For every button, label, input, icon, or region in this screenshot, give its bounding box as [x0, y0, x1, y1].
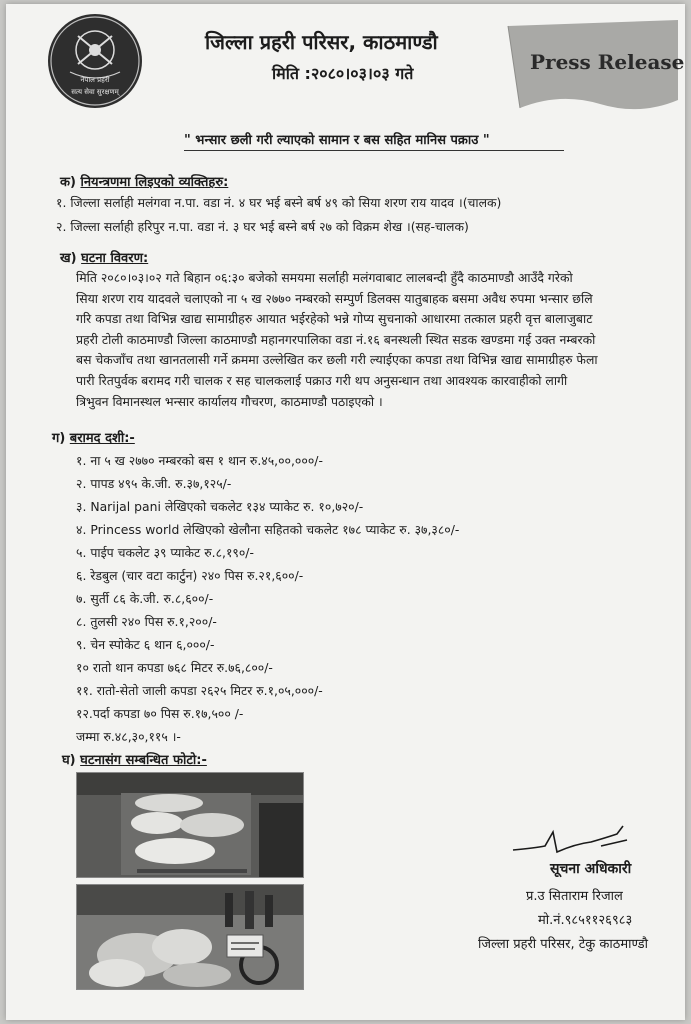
signatory-role: सूचना अधिकारी	[550, 861, 632, 877]
signatory-phone: मो.नं.९८५११२६९८३	[538, 913, 633, 928]
incident-photo-seized-goods	[76, 884, 304, 990]
seized-item: ७. सुर्ती ८६ के.जी. रु.८,६००/-	[76, 591, 214, 606]
seized-item: ९. चेन स्पोकेट ६ थान ६,०००/-	[76, 637, 215, 652]
seized-item: ११. रातो-सेतो जाली कपडा २६२५ मिटर रु.१,०५,०००/-	[76, 683, 323, 698]
press-release-label: Press Release	[530, 50, 685, 74]
police-emblem	[48, 14, 142, 108]
incident-description	[76, 268, 676, 412]
signatory-name: प्र.उ सिताराम रिजाल	[526, 889, 623, 904]
section-d-marker: घ)	[62, 753, 76, 768]
seized-item: ३. Narijal pani लेखिएको चकलेट १३४ प्याकेट रु. १०,७२०/-	[76, 499, 364, 514]
section-a-heading	[60, 172, 228, 190]
description-line: त्रिभुवन विमानस्थल भन्सार कार्यालय गौचरण, काठमाण्डौ पठाइएको ।	[76, 393, 383, 409]
signatory-office: जिल्ला प्रहरी परिसर, टेकु काठमाण्डौ	[478, 937, 648, 952]
seized-item: ८. तुलसी २४० पिस रु.१,२००/-	[76, 614, 217, 629]
section-b-heading	[60, 248, 148, 266]
section-c-heading	[52, 428, 135, 446]
section-c-marker: ग)	[52, 431, 66, 446]
seized-item: ६. रेडबुल (चार वटा कार्टुन) २४० पिस रु.२१,६००/-	[76, 568, 304, 583]
seized-item: १२.पर्दा कपडा ७० पिस रु.१७,५०० /-	[76, 706, 244, 721]
section-a-label: नियन्त्रणमा लिइएको व्यक्तिहरु:	[80, 175, 229, 190]
office-title: जिल्ला प्रहरी परिसर, काठमाण्डौ	[205, 30, 438, 54]
signature-scribble	[505, 820, 635, 860]
arrested-person-2: २. जिल्ला सर्लाही हरिपुर न.पा. वडा नं. ३ घर भई बस्ने बर्ष २७ को विक्रम शेख ।(सह-चालक)	[56, 219, 469, 234]
seized-item: १. ना ५ ख २७७० नम्बरको बस १ थान रु.४५,००,०००/-	[76, 453, 323, 468]
seized-total: जम्मा रु.४८,३०,११५ ।-	[76, 729, 181, 744]
description-line: सिया शरण राय यादवले चलाएको ना ५ ख २७७० नम्बरको सम्पुर्ण डिलक्स यातुबाहक बसमा अवैध रुपमा भन्सार छलि	[76, 290, 593, 306]
photo-seized-goods-image	[77, 885, 303, 989]
incident-photo-bus-hold	[76, 772, 304, 878]
headline: " भन्सार छली गरी ल्याएको सामान र बस सहित मानिस पक्राउ "	[184, 130, 564, 151]
description-line: गरि कपडा तथा विभिन्न खाद्य सामाग्रीहरु आयात भईरहेको भन्ने गोप्य सुचनाको आधारमा तत्काल प्रहरी वृत्त बालाजुबाट	[76, 311, 593, 327]
release-date: मिति :२०८०।०३।०३ गते	[272, 64, 414, 83]
description-line: बस चेकजाँच तथा खानतलासी गर्ने क्रममा उल्लेखित कर छली गरी ल्याईएका कपडा तथा विभिन्न खाद्य सामाग्रीहरु फेला	[76, 352, 598, 368]
section-b-marker: ख)	[60, 251, 77, 266]
arrested-person-1: १. जिल्ला सर्लाही मलंगवा न.पा. वडा नं. ४ घर भई बस्ने बर्ष ४९ को सिया शरण राय यादव ।(चालक)	[56, 195, 502, 210]
section-a-marker: क)	[60, 175, 76, 190]
description-line: पारी रितपुर्वक बरामद गरी चालक र सह चालकलाई पक्राउ गरी थप अनुसन्धान तथा आवश्यक कारवाहीको लागी	[76, 372, 568, 388]
seized-item: ५. पाईप चकलेट ३९ प्याकेट रु.८,१९०/-	[76, 545, 254, 560]
emblem-text-top: नेपाल प्रहरी	[80, 76, 110, 84]
seized-item: ४. Princess world लेखिएको खेलौना सहितको चकलेट १७८ प्याकेट रु. ३७,३८०/-	[76, 522, 460, 537]
seized-item: १० रातो थान कपडा ७६८ मिटर रु.७६,८००/-	[76, 660, 273, 675]
photo-bus-hold-image	[77, 773, 303, 877]
description-line: प्रहरी टोली काठमाण्डौ जिल्ला काठमाण्डौ महानगरपालिका वडा नं.१६ बनस्थली स्थित सडक खण्डमा गई उक्त नम्बरको	[76, 331, 596, 347]
section-d-heading	[62, 750, 207, 768]
seized-item: २. पापड ४९५ के.जी. रु.३७,१२५/-	[76, 476, 232, 491]
description-line: मिति २०८०।०३।०२ गते बिहान ०६:३० बजेको समयमा सर्लाही मलंगवाबाट लालबन्दी हुँदै काठमाण्डौ आउँदै गरेको	[76, 270, 573, 285]
emblem-text-bottom: सत्य सेवा सुरक्षणम्	[71, 88, 119, 96]
section-b-label: घटना विवरण:	[81, 251, 149, 266]
section-d-label: घटनासंग सम्बन्धित फोटो:-	[80, 753, 207, 768]
section-c-label: बरामद दशी:-	[69, 431, 135, 446]
